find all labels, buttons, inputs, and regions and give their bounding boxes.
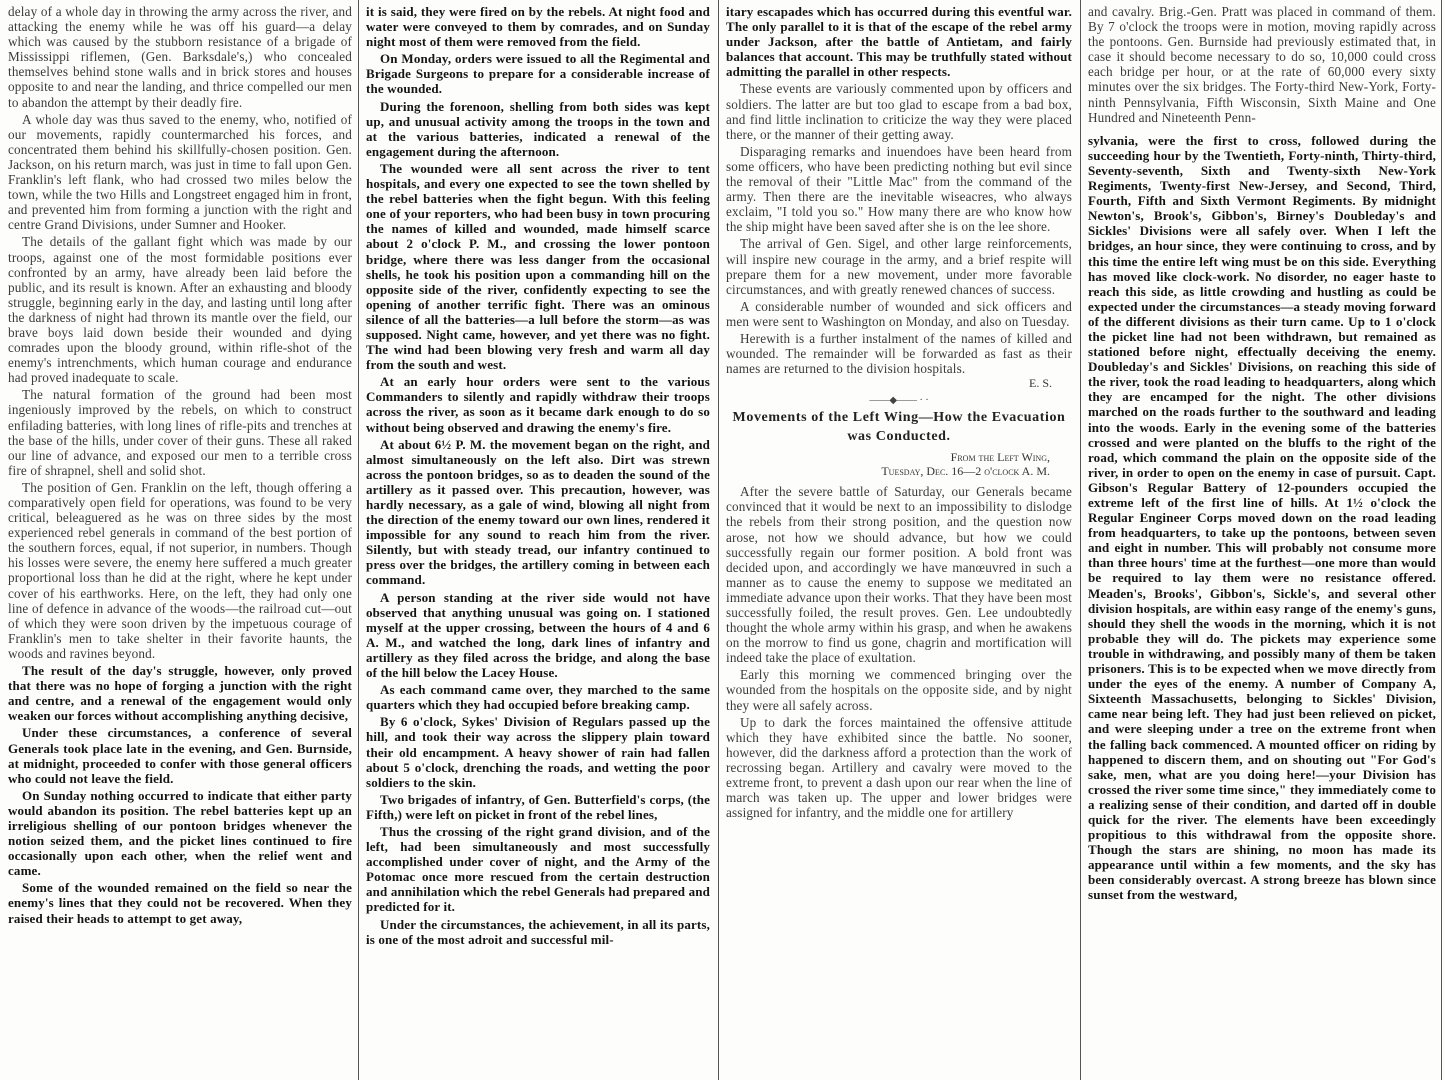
paragraph: On Monday, orders were issued to all the Regimental and Brigade Surgeons to prepare for a considerable increase of the wounded. (366, 51, 710, 97)
paragraph: it is said, they were fired on by the rebels. At night food and water were conveyed to them by comrades, and on Sunday night most of them were removed from the field. (366, 4, 710, 50)
paragraph: These events are variously commented upon by officers and soldiers. The latter are but too glad to escape from a bad box, and find little inclination to criticize the way they were placed there, or the manner of their getting away. (726, 81, 1072, 142)
column-1 (4, 4, 356, 1078)
section-ornament: ——◆—— · · (869, 395, 929, 407)
article-headline: Movements of the Left Wing—How the Evacuation was Conducted. (732, 410, 1066, 445)
paragraph: Under the circumstances, the achievement, in all its parts, is one of the most adroit and successful mil- (366, 916, 710, 947)
paragraph: The position of Gen. Franklin on the left, though offering a comparatively open field for operations, was found to be very critical, beleaguered as he was on three sides by the most experienced rebel generals in command of the best portion of the southern forces, equal, if not superior, in numbers. Though his losses were severe, the enemy here suffered a much greater proportional loss than he did at the right, where he kept under cover of his earthworks. Here, on the left, they had only one line of defence in advance of the woods—the railroad cut—out of which they were soon driven by the impetuous courage of Franklin's men to take shelter in their favorite haunts, the woods and ravines beyond. (8, 479, 352, 661)
author-signature: E. S. (1028, 376, 1052, 391)
paragraph: and cavalry. Brig.-Gen. Pratt was placed in command of them. By 7 o'clock the troops were in motion, moving rapidly across the pontoons. Gen. Burnside had previously estimated that, in case it should become necessary to do so, 10,000 could cross each bridge per hour, or at the rate of 60,000 every sixty minutes over the six bridges. The Forty-third New-York, Forty-ninth Pennsylvania, Fifth Wisconsin, Sixth Maine and One Hundred and Nineteenth Penn- (1088, 4, 1436, 125)
dateline-time: Tuesday, Dec. 16—2 o'clock A. M. (881, 464, 1050, 479)
paragraph: At an early hour orders were sent to the various Commanders to silently and rapidly withdraw their troops across the river, as soon as it became dark enough to do so without being observed and drawing the enemy's fire. (366, 374, 710, 435)
paragraph: The result of the day's struggle, however, only proved that there was no hope of forging a junction with the right and centre, and a renewal of the engagement would only weaken our forces without accomplishing anything decisive, (8, 663, 352, 724)
paragraph: Up to dark the forces maintained the offensive attitude which they have exhibited since the battle. No sooner, however, did the darkness afford a protection than the work of recrossing began. Artillery and cavalry were moved to the extreme front, to prevent a dash upon our rear when the line of march was taken up. The upper and lower bridges were assigned for infantry, and the middle one for artillery (726, 714, 1072, 821)
paragraph: delay of a whole day in throwing the army across the river, and attacking the enemy while he was off his guard—a delay which was caused by the stubborn resistance of a brigade of Mississippi riflemen, (Gen. Barksdale's,) who concealed themselves behind stone walls and in brick stores and houses opposite to and near the landing, and thrice compelled our men to abandon the attempt by their deadly fire. (8, 4, 352, 110)
paragraph: The wounded were all sent across the river to tent hospitals, and every one expected to see the town shelled by the rebel batteries when the fight begun. With this feeling one of your reporters, who had been busy in town procuring the names of killed and wounded, made himself scarce about 2 o'clock P. M., and crossing the lower pontoon bridge, where there was less danger from the occasional shells, he took his position upon a commanding hill on the opposite side of the river, confidently expecting to see the opening of another terrific fight. There was an ominous silence of all the batteries—a lull before the storm—as was supposed. Night came, however, and yet there was no fight. The wind had been blowing very fresh and warm all day from the south and west. (366, 160, 710, 373)
column-rule (718, 0, 719, 1080)
paragraph: A whole day was thus saved to the enemy, who, notified of our movements, rapidly countermarched his forces, and concentrated them behind his skillfully-chosen position. Gen. Jackson, on his return march, was just in time to fall upon Gen. Franklin's left flank, who had crossed two miles below the town, while the two Hills and Longstreet engaged him in front, and prevented him from forming a junction with the right and centre Grand Divisions, under Sumner and Hooker. (8, 111, 352, 233)
paragraph: By 6 o'clock, Sykes' Division of Regulars passed up the hill, and took their way across the slippery plain toward their old encampment. A heavy shower of rain had fallen about 5 o'clock, drenching the roads, and wetting the poor soldiers to the skin. (366, 714, 710, 790)
paragraph: Thus the crossing of the right grand division, and of the left, had been simultaneously and most successfully accomplished under cover of night, and the Army of the Potomac once more rescued from the certain destruction and annihilation which the rebel Generals had prepared and predicted for it. (366, 823, 710, 915)
paragraph: After the severe battle of Saturday, our Generals became convinced that it would be next to an impossibility to dislodge the rebels from their strong position, and the question now arose, not how we should advance, but how we could successfully regain our former position. A bold front was decided upon, and accordingly we have manœuvred in such a manner as to cause the enemy to suppose we meditated an immediate advance upon their works. That they have been most successfully foiled, the result proves. Gen. Lee undoubtedly thought the whole army within his grasp, and when he awakens on the morrow to find us gone, chagrin and mortification will indeed take the place of exultation. (726, 484, 1072, 666)
paragraph: itary escapades which has occurred during this eventful war. The only parallel to it is that of the escape of the rebel army under Jackson, after the battle of Antietam, and fairly balances that account. This may be truthfully stated without admitting the parallel in other respects. (726, 4, 1072, 80)
column-2 (362, 4, 714, 1078)
column-rule (1080, 0, 1081, 1080)
paragraph: Herewith is a further instalment of the names of killed and wounded. The remainder will be forwarded as fast as their names are returned to the division hospitals. (726, 330, 1072, 377)
paragraph: Early this morning we commenced bringing over the wounded from the hospitals on the opposite side, and by night they were all safely across. (726, 667, 1072, 713)
paragraph: During the forenoon, shelling from both sides was kept up, and unusual activity among the troops in the town and at the various batteries, indicated a renewal of the engagement during the afternoon. (366, 98, 710, 159)
paragraph: Some of the wounded remained on the field so near the enemy's lines that they could not be recovered. When they raised their heads to attempt to get away, (8, 880, 352, 926)
paragraph: On Sunday nothing occurred to indicate that either party would abandon its position. The rebel batteries kept up an irreligious shelling of our pontoon bridges whenever the notion seized them, and the picket lines continued to fire occasionally upon each other, when the relief went and came. (8, 787, 352, 879)
dateline-place: From the Left Wing, (950, 450, 1050, 465)
column-rule (358, 0, 359, 1080)
paragraph: The natural formation of the ground had been most ingeniously improved by the rebels, on which to construct enfilading batteries, with long lines of rifle-pits and trenches at the base of the hills, under cover of their guns. These all raked our line of advance, and exposed our men to a terrible cross fire of shrapnel, shell and solid shot. (8, 387, 352, 478)
paragraph: A person standing at the river side would not have observed that anything unusual was going on. I stationed myself at the upper crossing, between the hours of 4 and 6 A. M., and watched the long, dark lines of infantry and artillery as they filed across the bridge, and along the base of the hill below the Lacey House. (366, 589, 710, 681)
column-rule (1441, 0, 1442, 1080)
paragraph: Two brigades of infantry, of Gen. Butterfield's corps, (the Fifth,) were left on picket in front of the rebel lines, (366, 791, 710, 822)
paragraph: As each command came over, they marched to the same quarters which they had occupied before breaking camp. (366, 682, 710, 713)
column-3 (722, 4, 1076, 1078)
paragraph: The arrival of Gen. Sigel, and other large reinforcements, will inspire new courage in the army, and a brief respite will prepare them for a new movement, under more favorable circumstances, and with greatly renewed chances of success. (726, 236, 1072, 297)
paragraph: A considerable number of wounded and sick officers and men were sent to Washington on Monday, and also on Tuesday. (726, 298, 1072, 329)
paragraph: sylvania, were the first to cross, followed during the succeeding hour by the Twentieth, Forty-ninth, Thirty-third, Seventy-seventh, Sixth and Twenty-sixth New-York Regiments, Twenty-first New-Jersey, and Second, Third, Fourth, Fifth and Sixth Vermont Regiments. By midnight Newton's, Brook's, Gibbon's, Birney's Doubleday's and Sickles' Divisions were all safely over. When I left the bridges, an hour since, they were continuing to cross, and by this time the entire left wing must be on this side. Everything has moved like clock-work. No disorder, no eager haste to reach this side, as little crowding and hustling as could be expected under the circumstances—a steady moving forward of the different divisions as their turn came. Up to 1 o'clock the picket line had not been withdrawn, but remained as stationed before night, effectually deceiving the enemy. Doubleday's and Sickles' Divisions, on reaching this side of the river, took the road leading to headquarters, along which they are encamped for the night. The other divisions marched on the roads further to the southward and leading into the woods. Early in the evening some of the batteries crossed and were planted on the bluffs to the right of the road, which command the plain on the opposite side of the river, in order to open on the enemy in case of pursuit. Capt. Gibson's Regular Battery of 12-pounders occupied the extreme left of the first line of hills. At 1½ o'clock the Regular Engineer Corps moved down on the road leading from headquarters, to take up the pontoons, between seven and eight in number. This will probably not consume more than three hours' time at the furthest—one more than would be required to lay them were no resistance offered. Meaden's, Brooks', Gibbon's, Sickle's, and several other division hospitals, are within easy range of the enemy's guns, should they shell the woods in the morning, which it is not probable they will do. The pickets may experience some trouble in withdrawing, and possibly many of them be taken prisoners. This is to be expected when we move directly from under the eyes of the enemy. A number of Company A, Sixteenth Massachusetts, belonging to Sickles' Division, came near being left. They had just been relieved on picket, and were sleeping under a tree on the extreme front when the falling back commenced. A mounted officer on riding by happened to discern them, and on shouting out "For God's sake, men, what are you doing here!—your Division has crossed the river some time since," they immediately come to a realizing sense of their condition, and darted off in double quick for the river. The elements have been exceedingly propitious to this withdrawal from the opposite shore. Though the stars are shining, no moon has made its appearance until within a few moments, and the sky has been considerably overcast. A strong breeze has blown since sunset from the westward, (1088, 132, 1436, 903)
column-4 (1084, 4, 1440, 1078)
paragraph: Under these circumstances, a conference of several Generals took place late in the evening, and Gen. Burnside, at midnight, proceeded to confer with those general officers who could not leave the field. (8, 725, 352, 786)
paragraph: At about 6½ P. M. the movement began on the right, and almost simultaneously on the left also. Dirt was strewn across the pontoon bridges, so as to deaden the sound of the artillery as it passed over. This precaution, however, was hardly necessary, as a gale of wind, blowing all night from the direction of the enemy toward our own lines, rendered it impossible for any sound to reach him from the river. Silently, but with steady tread, our infantry continued to press over the bridges, the artillery coming in between each command. (366, 436, 710, 588)
paragraph: Disparaging remarks and inuendoes have been heard from some officers, who have been predicting nothing but evil since the removal of their "Little Mac" from the command of the army. Then there are the inevitable wiseacres, who always exclaim, "I told you so." How many there are who know how the ship might have been saved after she is on the lee shore. (726, 143, 1072, 235)
paragraph: The details of the gallant fight which was made by our troops, against one of the most formidable positions ever confronted by an army, have already been laid before the public, and its result is known. After an exhausting and bloody struggle, beginning early in the day, and lasting until long after the darkness of night had thrown its mantle over the field, our brave boys laid down beside their wounded and dying comrades upon the bloody ground, within rifle-shot of the enemy's intrenchments, which human courage and endurance had proved inadequate to scale. (8, 234, 352, 386)
